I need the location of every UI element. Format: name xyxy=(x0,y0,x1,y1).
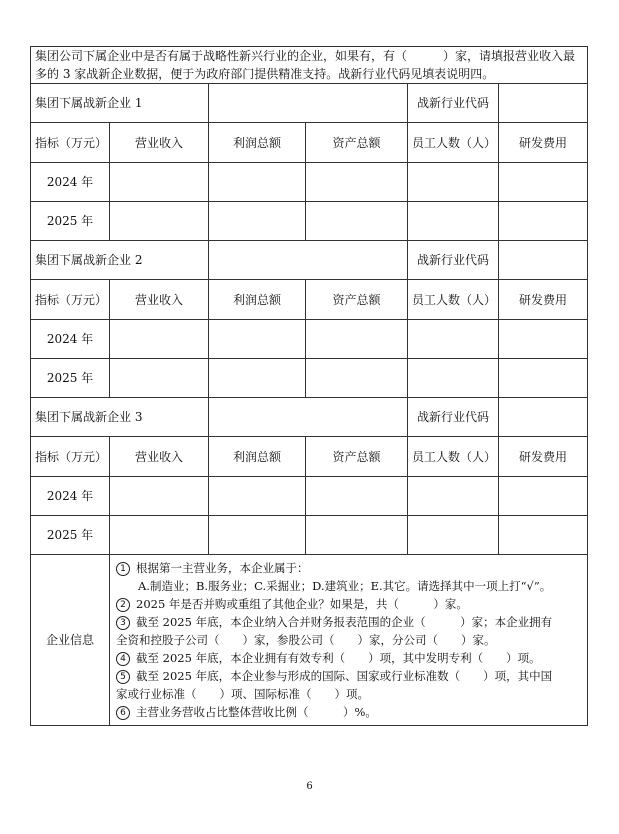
industry-code-field[interactable] xyxy=(499,241,588,280)
circled-number-icon: 2 xyxy=(116,598,130,612)
data-cell[interactable] xyxy=(408,359,499,398)
info-question-5[interactable]: 5 截至 2025 年底，本企业参与形成的国际、国家或行业标准数（ ）项，其中国 xyxy=(116,667,581,685)
year-label: 2025 年 xyxy=(31,516,110,555)
circled-number-icon: 1 xyxy=(116,562,130,576)
column-header: 指标（万元） xyxy=(31,123,110,163)
intro-text: 集团公司下属企业中是否有属于战略性新兴行业的企业，如果有，有（ ）家，请填报营业收入最多的 3 家战新企业数据，便于为政府部门提供精准支持。战新行业代码见填表说明四。 xyxy=(31,47,588,84)
year-label: 2024 年 xyxy=(31,163,110,202)
enterprise-name-field[interactable] xyxy=(209,241,408,280)
data-cell[interactable] xyxy=(499,359,588,398)
data-cell[interactable] xyxy=(408,516,499,555)
enterprise-label: 集团下属战新企业 3 xyxy=(31,398,209,437)
data-cell[interactable] xyxy=(110,477,209,516)
data-cell[interactable] xyxy=(306,516,408,555)
column-header: 利润总额 xyxy=(209,123,306,163)
info-question-3-continued[interactable]: 全资和控股子公司（ ）家，参股公司（ ）家，分公司（ ）家。 xyxy=(116,633,496,647)
industry-code-field[interactable] xyxy=(499,84,588,123)
column-header: 研发费用 xyxy=(499,280,588,320)
info-question-6[interactable]: 6 主营业务营收占比整体营收比例（ ）%。 xyxy=(116,703,581,721)
info-question-3[interactable]: 3 截至 2025 年底，本企业纳入合并财务报表范围的企业（ ）家；本企业拥有 xyxy=(116,613,581,631)
info-question-4[interactable]: 4 截至 2025 年底，本企业拥有有效专利（ ）项，其中发明专利（ ）项。 xyxy=(116,649,581,667)
data-cell[interactable] xyxy=(408,202,499,241)
data-cell[interactable] xyxy=(209,163,306,202)
data-cell[interactable] xyxy=(110,163,209,202)
data-cell[interactable] xyxy=(209,516,306,555)
data-cell[interactable] xyxy=(306,202,408,241)
data-cell[interactable] xyxy=(306,359,408,398)
column-header: 资产总额 xyxy=(306,123,408,163)
data-cell[interactable] xyxy=(110,516,209,555)
data-cell[interactable] xyxy=(499,477,588,516)
data-cell[interactable] xyxy=(209,359,306,398)
enterprise-label: 集团下属战新企业 2 xyxy=(31,241,209,280)
info-question-1-options[interactable]: A.制造业；B.服务业；C.采掘业；D.建筑业；E.其它。请选择其中一项上打“√”。 xyxy=(138,579,552,593)
column-header: 员工人数（人） xyxy=(408,123,499,163)
data-cell[interactable] xyxy=(499,516,588,555)
info-question-5-continued[interactable]: 家或行业标准（ ）项、国际标准（ ）项。 xyxy=(116,687,369,701)
enterprise-info-label: 企业信息 xyxy=(31,555,110,726)
circled-number-icon: 6 xyxy=(116,706,130,720)
industry-code-field[interactable] xyxy=(499,398,588,437)
data-cell[interactable] xyxy=(110,359,209,398)
column-header: 利润总额 xyxy=(209,280,306,320)
enterprise-form-table xyxy=(30,46,588,726)
info-question-1: 1 根据第一主营业务，本企业属于： xyxy=(116,559,581,577)
year-label: 2025 年 xyxy=(31,359,110,398)
data-cell[interactable] xyxy=(408,163,499,202)
year-label: 2024 年 xyxy=(31,320,110,359)
year-label: 2025 年 xyxy=(31,202,110,241)
circled-number-icon: 5 xyxy=(116,670,130,684)
industry-code-label: 战新行业代码 xyxy=(408,398,499,437)
info-question-2[interactable]: 2 2025 年是否并购或重组了其他企业？如果是，共（ ）家。 xyxy=(116,595,581,613)
column-header: 资产总额 xyxy=(306,280,408,320)
enterprise-label: 集团下属战新企业 1 xyxy=(31,84,209,123)
column-header: 研发费用 xyxy=(499,123,588,163)
data-cell[interactable] xyxy=(209,202,306,241)
column-header: 员工人数（人） xyxy=(408,280,499,320)
enterprise-info-questions xyxy=(110,555,588,726)
data-cell[interactable] xyxy=(209,477,306,516)
data-cell[interactable] xyxy=(306,320,408,359)
page-number: 6 xyxy=(306,781,313,792)
circled-number-icon: 3 xyxy=(116,616,130,630)
data-cell[interactable] xyxy=(110,320,209,359)
column-header: 营业收入 xyxy=(110,123,209,163)
column-header: 研发费用 xyxy=(499,437,588,477)
column-header: 指标（万元） xyxy=(31,280,110,320)
data-cell[interactable] xyxy=(306,163,408,202)
year-label: 2024 年 xyxy=(31,477,110,516)
data-cell[interactable] xyxy=(110,202,209,241)
column-header: 指标（万元） xyxy=(31,437,110,477)
column-header: 营业收入 xyxy=(110,437,209,477)
data-cell[interactable] xyxy=(499,163,588,202)
column-header: 员工人数（人） xyxy=(408,437,499,477)
column-header: 营业收入 xyxy=(110,280,209,320)
circled-number-icon: 4 xyxy=(116,652,130,666)
column-header: 资产总额 xyxy=(306,437,408,477)
data-cell[interactable] xyxy=(499,320,588,359)
enterprise-name-field[interactable] xyxy=(209,84,408,123)
industry-code-label: 战新行业代码 xyxy=(408,241,499,280)
enterprise-name-field[interactable] xyxy=(209,398,408,437)
column-header: 利润总额 xyxy=(209,437,306,477)
data-cell[interactable] xyxy=(209,320,306,359)
industry-code-label: 战新行业代码 xyxy=(408,84,499,123)
data-cell[interactable] xyxy=(306,477,408,516)
data-cell[interactable] xyxy=(408,320,499,359)
data-cell[interactable] xyxy=(408,477,499,516)
data-cell[interactable] xyxy=(499,202,588,241)
